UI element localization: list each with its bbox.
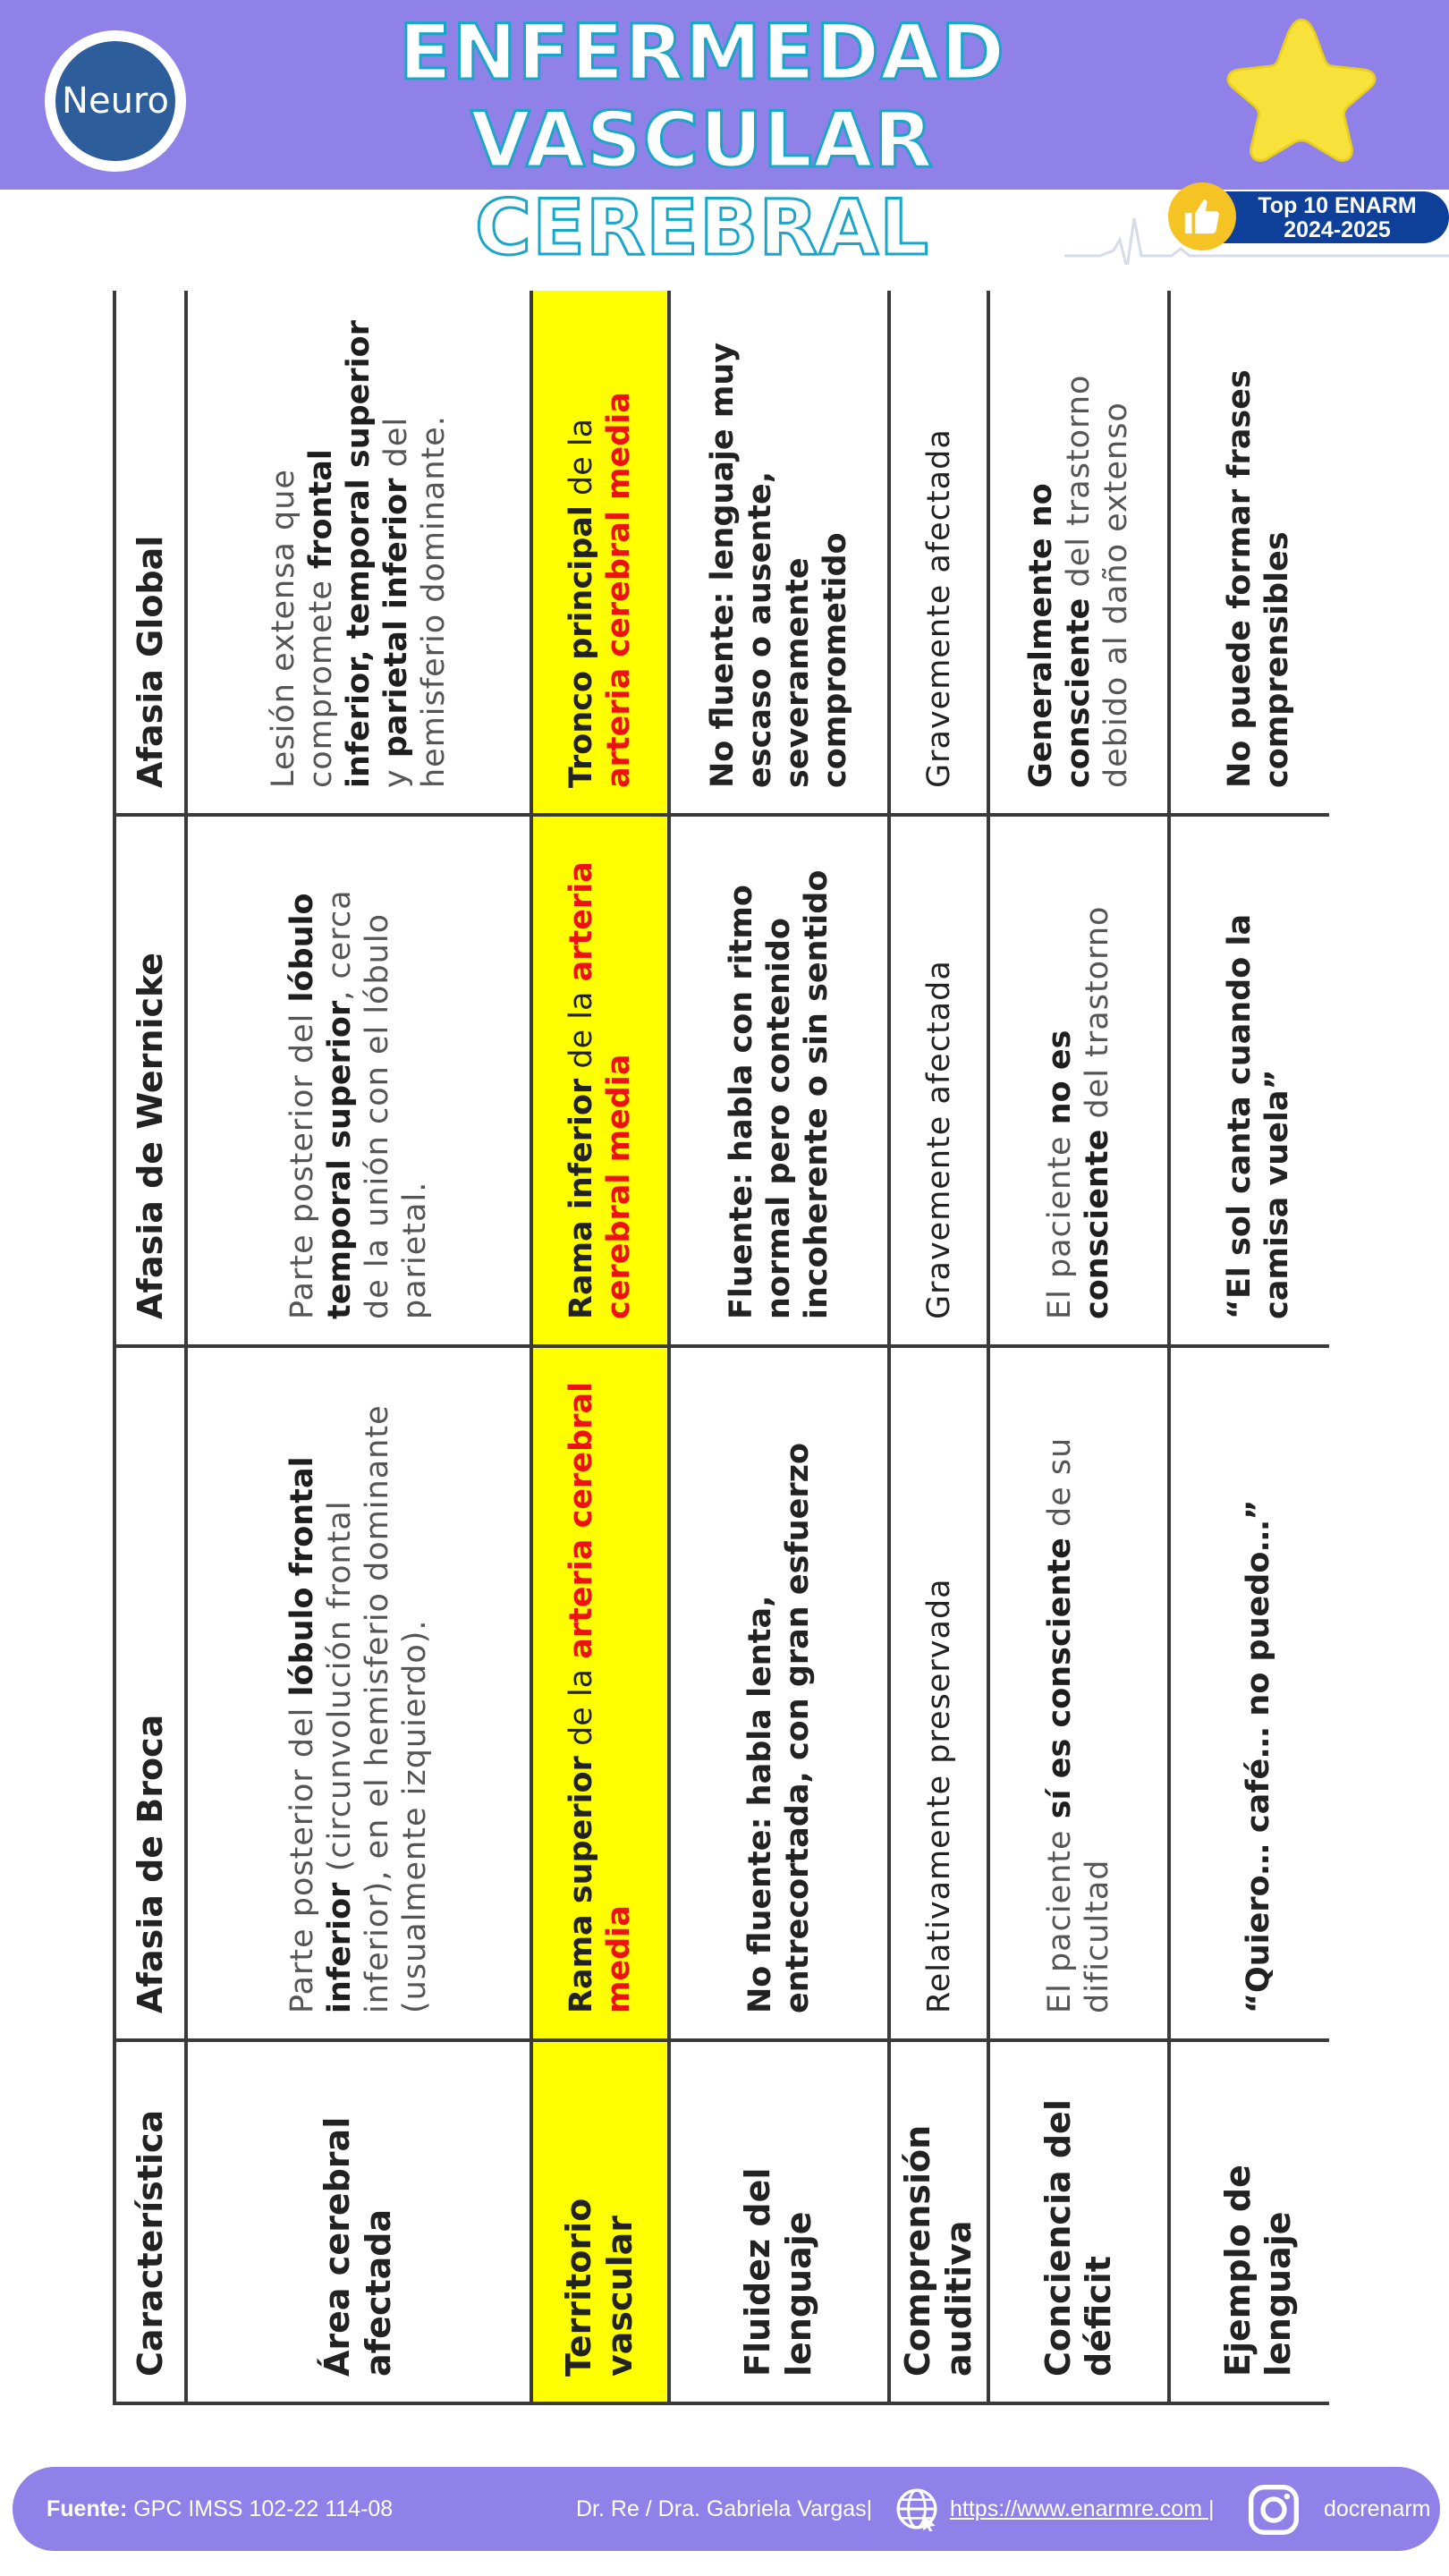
table-row [531,291,669,2403]
cell-text-bold: frontal inferior, temporal superior [303,320,377,788]
thumbs-up-icon [1168,182,1236,250]
table-cell: Fluente: habla con ritmo normal pero contenido incoherente o sin sentido [669,815,889,1346]
star-icon [1218,13,1385,174]
row-label: Fluidez del lenguaje [669,2040,889,2403]
table-cell: “Quiero… café… no puedo…” [1169,1346,1329,2040]
cell-text-bold: Generalmente no consciente [1023,483,1097,788]
cell-text: Parte posterior del [284,1002,320,1319]
footer-author: Dr. Re / Dra. Gabriela Vargas| [576,2496,873,2521]
table-cell [988,1346,1169,2040]
footer-separator: | [1208,2496,1215,2521]
website-link[interactable] [950,2496,1214,2522]
globe-icon [894,2487,939,2531]
table-cell [988,291,1169,815]
row-label: Conciencia del déficit [988,2040,1169,2403]
top10-line1: Top 10 ENARM [1258,193,1417,218]
table-row [669,291,889,2403]
table-cell: Gravemente afectada [889,291,988,815]
column-header: Afasia de Broca [114,1346,186,2040]
top10-line2: 2024-2025 [1284,217,1391,242]
cell-text: de la [564,1658,599,1757]
table-cell: No puede formar frases comprensibles [1169,291,1329,815]
cell-text: de su dificultad [1042,1436,1116,2013]
cell-text: de la [564,418,599,506]
row-label: Ejemplo de lenguaje [1169,2040,1329,2403]
cell-text: de la [564,981,599,1079]
table-cell: Relativamente preservada [889,1346,988,2040]
table-cell [186,1346,531,2040]
cell-text-bold: parietal inferior [378,478,414,758]
cell-text: Lesión extensa que compromete [266,469,339,788]
cell-text: y [378,758,414,788]
table-cell: No fluente: lenguaje muy escaso o ausente, severamente comprometido [669,291,889,815]
page-title-line2: CEREBRAL [475,183,929,273]
table-row [889,291,988,2403]
comparison-table-area [113,291,1329,2405]
artery-highlight: arteria cerebral media [564,1381,637,2013]
column-header: Característica [114,2040,186,2403]
table-row [988,291,1169,2403]
cell-text: del hemisferio dominante. [378,415,452,788]
cell-text: (circunvolución frontal inferior), en el hemisferio dominante (usualmente izquierdo). [322,1404,433,2013]
column-header: Afasia Global [114,291,186,815]
cell-text-bold: lóbulo temporal superior [284,893,358,1319]
table-cell: Gravemente afectada [889,815,988,1346]
neuro-badge-label: Neuro [55,41,175,161]
row-label: Comprensión auditiva [889,2040,988,2403]
cell-text-bold: Tronco principal [564,505,599,788]
artery-highlight: arteria cerebral media [564,861,637,1319]
table-cell [186,815,531,1346]
table-cell: No fluente: habla lenta, entrecortada, con gran esfuerzo [669,1346,889,2040]
cell-text: del trastorno debido al daño extenso [1061,374,1135,788]
table-row [1169,291,1329,2403]
website-link-text: https://www.enarmre.com [950,2496,1203,2521]
cell-text: Parte posterior del [284,1696,320,2013]
table-cell: “El sol canta cuando la camisa vuela” [1169,815,1329,1346]
cell-text-bold: Rama superior [564,1756,599,2013]
cell-text-bold: sí es consciente [1042,1538,1079,1819]
neuro-badge [45,30,186,172]
footer-bar [13,2467,1440,2551]
page-title [233,9,1172,272]
table-cell [531,291,669,815]
cell-text: del trastorno [1080,905,1116,1130]
footer-source-text: GPC IMSS 102-22 114-08 [133,2496,394,2521]
cell-text-bold: lóbulo frontal inferior [284,1456,358,2013]
column-header: Afasia de Wernicke [114,815,186,1346]
footer-source-label: Fuente: [47,2496,128,2521]
table-cell [186,291,531,815]
table-cell [531,815,669,1346]
cell-text: El paciente [1042,1818,1079,2013]
table-row [186,291,531,2403]
footer-source [47,2496,393,2522]
table-cell [988,815,1169,1346]
cell-text-bold: no es consciente [1042,1030,1116,1319]
artery-highlight: arteria cerebral media [601,392,637,788]
page-title-line1: ENFERMEDAD VASCULAR [398,8,1006,185]
instagram-handle[interactable]: docrenarm [1324,2496,1431,2521]
row-label: Territorio vascular [531,2040,669,2403]
cell-text: , cerca de la unión con el lóbulo parietal. [322,889,433,1319]
aphasia-comparison-table [113,291,1329,2405]
cell-text-bold: Rama inferior [564,1078,599,1319]
table-cell [531,1346,669,2040]
instagram-icon[interactable] [1245,2481,1302,2538]
cell-text: El paciente [1042,1124,1079,1319]
row-label: Área cerebral afectada [186,2040,531,2403]
